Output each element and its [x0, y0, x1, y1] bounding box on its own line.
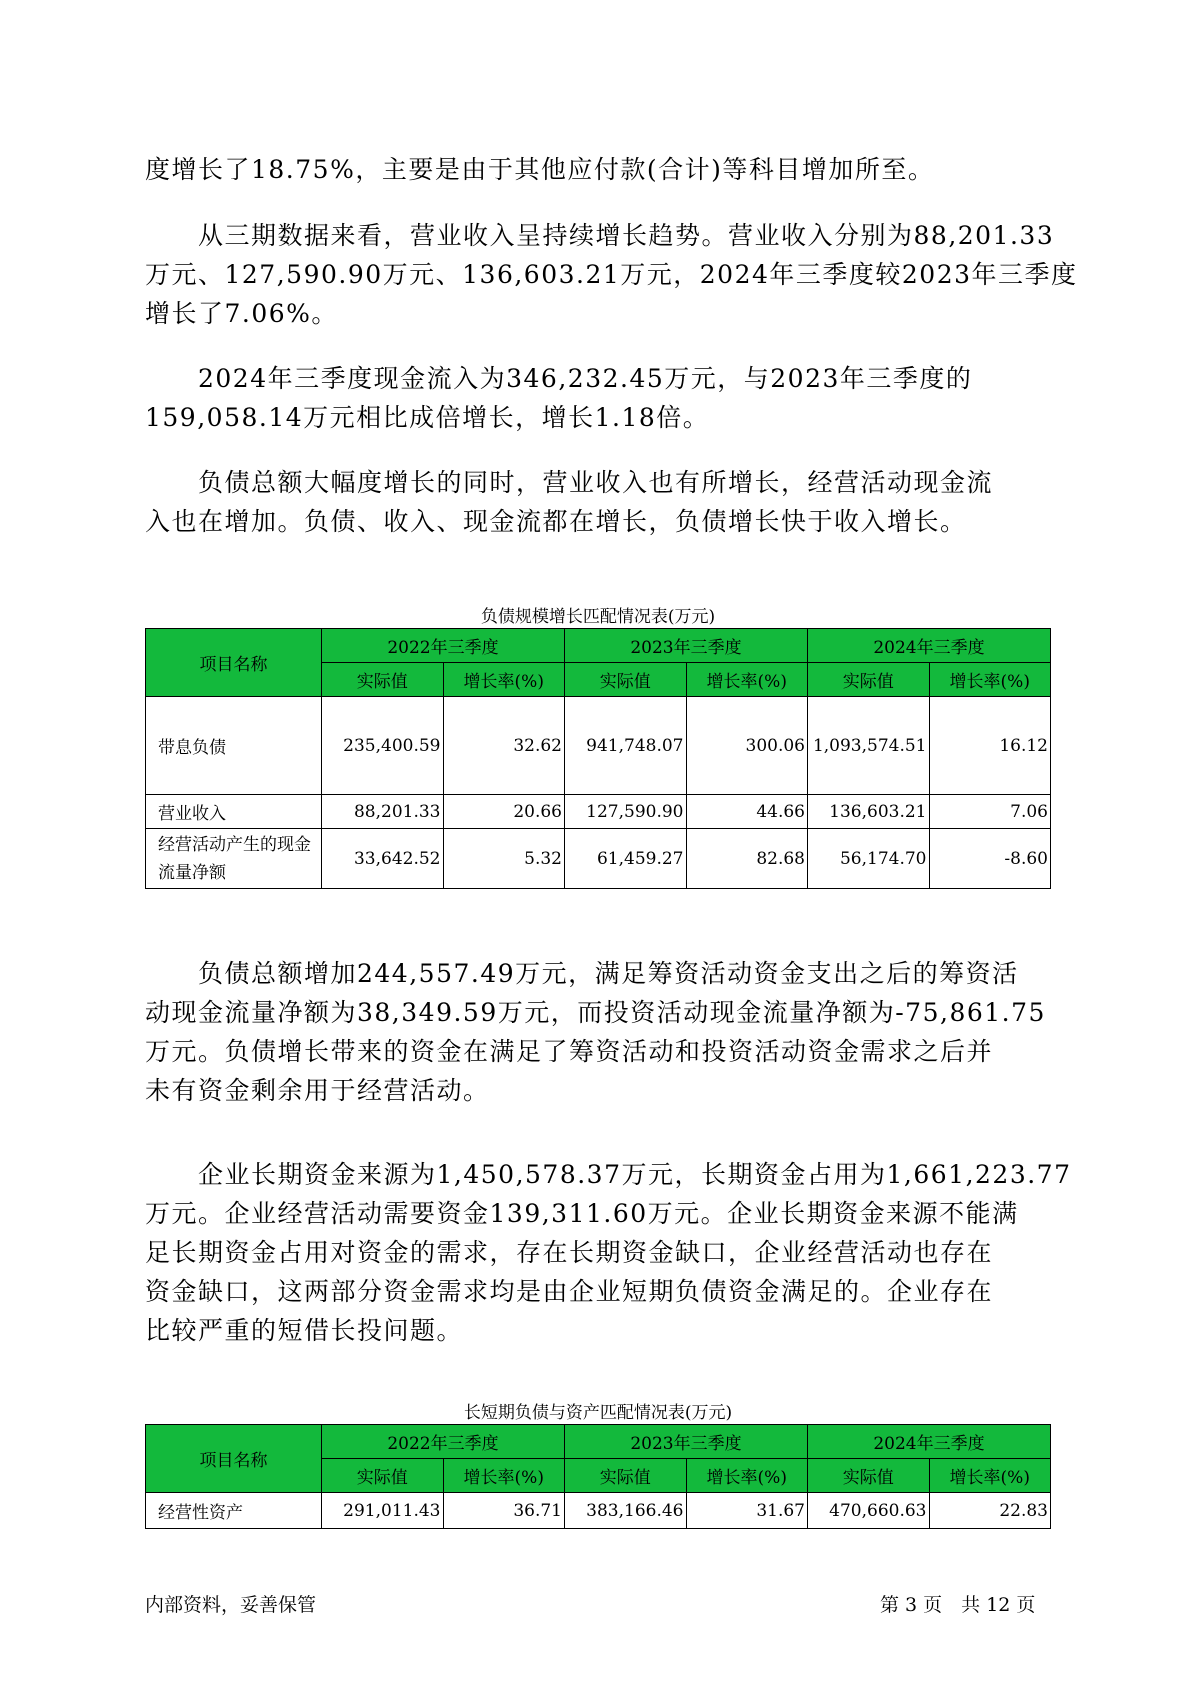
cell-rate: 300.06 [686, 697, 808, 795]
table-row [146, 697, 1051, 795]
header-rate: 增长率(%) [443, 1459, 565, 1493]
header-value: 实际值 [565, 663, 687, 697]
cell-rate: 32.62 [443, 697, 565, 795]
text-line: 度增长了18.75%，主要是由于其他应付款(合计)等科目增加所至。 [145, 155, 935, 184]
header-value: 实际值 [565, 1459, 687, 1493]
cell-value: 56,174.70 [808, 829, 930, 889]
table-row [146, 795, 1051, 829]
cell-value: 291,011.43 [322, 1493, 444, 1529]
text-line: 万元。负债增长带来的资金在满足了筹资活动和投资活动资金需求之后并 [145, 1037, 994, 1066]
cell-rate: 5.32 [443, 829, 565, 889]
text-line: 足长期资金占用对资金的需求，存在长期资金缺口，企业经营活动也存在 [145, 1238, 994, 1267]
header-value: 实际值 [322, 1459, 444, 1493]
cell-rate: 82.68 [686, 829, 808, 889]
text-line: 企业长期资金来源为1,450,578.37万元，长期资金占用为1,661,223.77 [145, 1160, 1072, 1189]
paragraph-2 [145, 216, 1078, 333]
cell-value: 88,201.33 [322, 795, 444, 829]
header-value: 实际值 [808, 1459, 930, 1493]
header-rate: 增长率(%) [929, 663, 1051, 697]
header-value: 实际值 [808, 663, 930, 697]
header-item-name: 项目名称 [146, 629, 322, 697]
row-name: 经营活动产生的现金流量净额 [146, 829, 322, 889]
text-line: 负债总额大幅度增长的同时，营业收入也有所增长，经营活动现金流 [145, 468, 994, 497]
header-rate: 增长率(%) [686, 663, 808, 697]
table-caption: 长短期负债与资产匹配情况表(万元) [463, 1403, 733, 1423]
text-line: 从三期数据来看，营业收入呈持续增长趋势。营业收入分别为88,201.33 [145, 221, 1055, 250]
header-period: 2022年三季度 [322, 1425, 565, 1459]
header-value: 实际值 [322, 663, 444, 697]
debt-asset-match-table [145, 1424, 1051, 1529]
cell-value: 470,660.63 [808, 1493, 930, 1529]
text-line: 负债总额增加244,557.49万元，满足筹资活动资金支出之后的筹资活 [145, 959, 1019, 988]
text-line: 159,058.14万元相比成倍增长，增长1.18倍。 [145, 403, 710, 432]
header-period: 2024年三季度 [808, 629, 1051, 663]
cell-rate: 16.12 [929, 697, 1051, 795]
header-period: 2023年三季度 [565, 1425, 808, 1459]
cell-value: 1,093,574.51 [808, 697, 930, 795]
header-period: 2024年三季度 [808, 1425, 1051, 1459]
text-line: 万元。企业经营活动需要资金139,311.60万元。企业长期资金来源不能满 [145, 1199, 1019, 1228]
cell-rate: 20.66 [443, 795, 565, 829]
cell-rate: 36.71 [443, 1493, 565, 1529]
footer-note: 内部资料，妥善保管 [145, 1594, 317, 1616]
debt-growth-table [145, 628, 1051, 889]
table-row [146, 829, 1051, 889]
row-name: 营业收入 [146, 795, 322, 829]
table-row [146, 1493, 1051, 1529]
cell-value: 235,400.59 [322, 697, 444, 795]
cell-value: 127,590.90 [565, 795, 687, 829]
paragraph-6 [145, 1155, 1075, 1350]
text-line: 未有资金剩余用于经营活动。 [145, 1076, 490, 1105]
text-line: 万元、127,590.90万元、136,603.21万元，2024年三季度较2023年三季度 [145, 260, 1078, 289]
text-line: 比较严重的短借长投问题。 [145, 1316, 464, 1345]
table-caption: 负债规模增长匹配情况表(万元) [480, 607, 716, 627]
header-period: 2023年三季度 [565, 629, 808, 663]
cell-value: 136,603.21 [808, 795, 930, 829]
cell-rate: 31.67 [686, 1493, 808, 1529]
row-name: 经营性资产 [146, 1493, 322, 1529]
header-rate: 增长率(%) [929, 1459, 1051, 1493]
cell-value: 941,748.07 [565, 697, 687, 795]
paragraph-5 [145, 954, 1075, 1110]
cell-value: 383,166.46 [565, 1493, 687, 1529]
text-line: 资金缺口，这两部分资金需求均是由企业短期负债资金满足的。企业存在 [145, 1277, 994, 1306]
header-item-name: 项目名称 [146, 1425, 322, 1493]
header-rate: 增长率(%) [443, 663, 565, 697]
paragraph-3 [145, 359, 1075, 437]
row-name: 带息负债 [146, 697, 322, 795]
header-period: 2022年三季度 [322, 629, 565, 663]
text-line: 动现金流量净额为38,349.59万元，而投资活动现金流量净额为-75,861.75 [145, 998, 1046, 1027]
text-line: 入也在增加。负债、收入、现金流都在增长，负债增长快于收入增长。 [145, 507, 967, 536]
page-number: 第 3 页 共 12 页 [880, 1594, 1036, 1616]
cell-value: 33,642.52 [322, 829, 444, 889]
text-line: 2024年三季度现金流入为346,232.45万元，与2023年三季度的 [145, 364, 973, 393]
text-line: 增长了7.06%。 [145, 299, 338, 328]
paragraph-1 [145, 150, 1075, 189]
paragraph-4 [145, 463, 1075, 541]
cell-rate: 44.66 [686, 795, 808, 829]
header-rate: 增长率(%) [686, 1459, 808, 1493]
cell-rate: 22.83 [929, 1493, 1051, 1529]
cell-rate: 7.06 [929, 795, 1051, 829]
cell-value: 61,459.27 [565, 829, 687, 889]
cell-rate: -8.60 [929, 829, 1051, 889]
